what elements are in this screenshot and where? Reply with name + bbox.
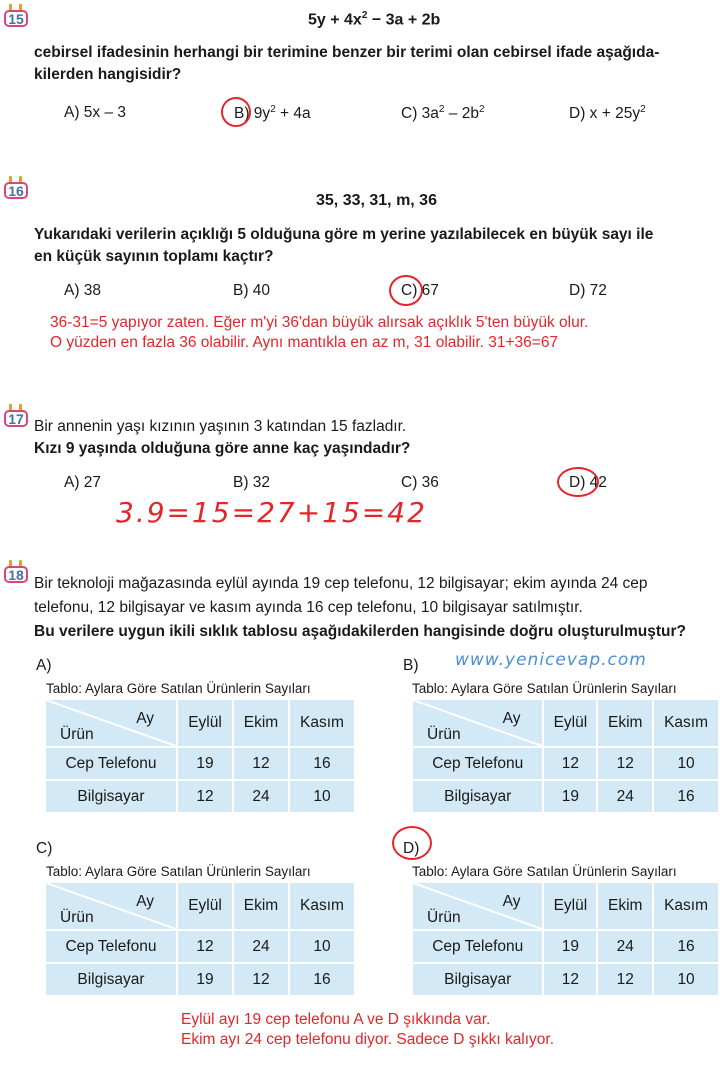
table-cell: 10 <box>289 930 355 963</box>
solution-note: 36-31=5 yapıyor zaten. Eğer m'yi 36'dan büyük alırsak açıklık 5'ten büyük olur. O yüzden en fazla 36 olabilir. Aynı mantıkla en az m, 31 olabilir. 31+36=67 <box>50 314 589 351</box>
header-corner: Ay Ürün <box>45 882 177 930</box>
option-c[interactable]: C) 67 <box>401 282 439 299</box>
table-cell: 24 <box>233 930 289 963</box>
header-month: Ekim <box>233 882 289 930</box>
header-month: Eylül <box>177 699 233 747</box>
header-month: Kasım <box>653 882 719 930</box>
question-text: cebirsel ifadesinin herhangi bir terimine benzer bir terimi olan cebirsel ifade aşağıda- kilerden hangisidir? <box>34 44 660 83</box>
question-number-badge <box>4 4 30 27</box>
table-option-b <box>411 698 720 814</box>
table-cell: 12 <box>543 747 597 780</box>
table-caption: Tablo: Aylara Göre Satılan Ürünlerin Sayıları <box>46 681 311 696</box>
table-cell: 12 <box>597 963 653 996</box>
question-text: Bir annenin yaşı kızının yaşının 3 katından 15 fazladır. Kızı 9 yaşında olduğuna göre anne kaç yaşındadır? <box>34 418 411 457</box>
answer-circle <box>389 275 423 306</box>
table-cell: 12 <box>177 780 233 813</box>
table-option-a <box>44 698 356 814</box>
question-number-badge <box>4 176 30 199</box>
table-cell: 24 <box>597 780 653 813</box>
table-option-c <box>44 881 356 997</box>
option-c[interactable]: C) <box>36 840 53 857</box>
header-month: Kasım <box>653 699 719 747</box>
table-cell: 19 <box>543 780 597 813</box>
option-a[interactable]: A) 27 <box>64 474 102 491</box>
table-cell: 16 <box>289 963 355 996</box>
table-cell: 12 <box>597 747 653 780</box>
header-corner: Ay Ürün <box>45 699 177 747</box>
question-number: 17 <box>8 411 24 427</box>
header-month: Ekim <box>233 699 289 747</box>
table-caption: Tablo: Aylara Göre Satılan Ürünlerin Sayıları <box>412 864 677 879</box>
option-c[interactable]: C) 36 <box>401 474 439 491</box>
table-cell: 16 <box>289 747 355 780</box>
question-number: 15 <box>8 11 24 27</box>
header-month: Kasım <box>289 882 355 930</box>
row-label: Bilgisayar <box>412 780 543 813</box>
question-text: Bir teknoloji mağazasında eylül ayında 19 cep telefonu, 12 bilgisayar; ekim ayında 24 cep telefonu, 12 bilgisayar ve kasım ayında 16 cep telefonu, 10 bilgisayar satılmıştır. Bu verilere uygun ikili sıklık tablosu aşağıdakilerden hangisinde doğru oluşturulmuştur? <box>34 575 686 640</box>
answer-circle <box>392 826 432 860</box>
table-cell: 10 <box>653 963 719 996</box>
header-month: Ekim <box>597 699 653 747</box>
row-label: Cep Telefonu <box>412 747 543 780</box>
table-cell: 12 <box>233 963 289 996</box>
solution-note: Eylül ayı 19 cep telefonu A ve D şıkkında var. Ekim ayı 24 cep telefonu diyor. Sadece D şıkkı kalıyor. <box>181 1011 555 1048</box>
row-label: Bilgisayar <box>45 780 177 813</box>
table-cell: 19 <box>177 747 233 780</box>
option-d[interactable]: D) 72 <box>569 282 607 299</box>
table-cell: 12 <box>233 747 289 780</box>
table-cell: 10 <box>289 780 355 813</box>
table-cell: 16 <box>653 780 719 813</box>
watermark: www.yenicevap.com <box>455 650 647 670</box>
question-number-badge <box>4 404 30 427</box>
table-cell: 12 <box>543 963 597 996</box>
option-a[interactable]: A) 5x – 3 <box>64 104 127 121</box>
answer-circle <box>557 467 599 497</box>
header-month: Kasım <box>289 699 355 747</box>
table-cell: 19 <box>543 930 597 963</box>
data-line: 35, 33, 31, m, 36 <box>316 192 437 209</box>
header-corner: Ay Ürün <box>412 882 543 930</box>
table-cell: 24 <box>597 930 653 963</box>
table-caption: Tablo: Aylara Göre Satılan Ürünlerin Sayıları <box>46 864 311 879</box>
option-a[interactable]: A) 38 <box>64 282 102 299</box>
option-a[interactable]: A) <box>36 657 52 674</box>
header-month: Eylül <box>543 882 597 930</box>
option-d[interactable]: D) <box>403 840 420 857</box>
table-cell: 12 <box>177 930 233 963</box>
answer-circle <box>221 97 251 127</box>
option-d[interactable]: D) $x + 25y^2$ <box>569 104 646 123</box>
table-cell: 24 <box>233 780 289 813</box>
row-label: Cep Telefonu <box>45 747 177 780</box>
table-cell: 10 <box>653 747 719 780</box>
table-cell: 16 <box>653 930 719 963</box>
table-cell: 19 <box>177 963 233 996</box>
option-b[interactable]: B) 40 <box>233 282 271 299</box>
option-b[interactable]: B) $9y^2 + 4a$ <box>234 104 311 123</box>
option-b[interactable]: B) <box>403 657 419 674</box>
question-text: Yukarıdaki verilerin açıklığı 5 olduğuna göre m yerine yazılabilecek en büyük sayı ile en küçük sayının toplamı kaçtır? <box>34 226 654 265</box>
expression: $5y + 4x^2 - 3a + 2b$ <box>308 10 441 29</box>
row-label: Bilgisayar <box>45 963 177 996</box>
handwritten-solution: 3.9=15=27+15=42 <box>116 496 427 529</box>
option-b[interactable]: B) 32 <box>233 474 271 491</box>
row-label: Bilgisayar <box>412 963 543 996</box>
question-number: 16 <box>8 183 24 199</box>
header-month: Eylül <box>177 882 233 930</box>
question-number: 18 <box>8 567 24 583</box>
header-month: Eylül <box>543 699 597 747</box>
option-d[interactable]: D) 42 <box>569 474 607 491</box>
option-c[interactable]: C) $3a^2 - 2b^2$ <box>401 104 485 123</box>
row-label: Cep Telefonu <box>45 930 177 963</box>
question-number-badge <box>4 560 30 583</box>
table-caption: Tablo: Aylara Göre Satılan Ürünlerin Sayıları <box>412 681 677 696</box>
header-corner: Ay Ürün <box>412 699 543 747</box>
row-label: Cep Telefonu <box>412 930 543 963</box>
table-option-d <box>411 881 720 997</box>
header-month: Ekim <box>597 882 653 930</box>
